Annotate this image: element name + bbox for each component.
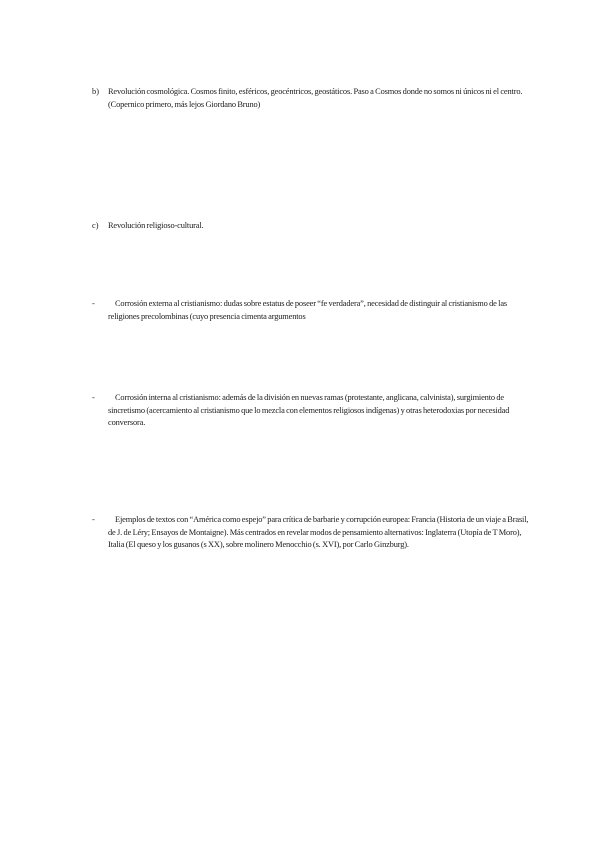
bullet-text: Ejemplos de textos con “América como espejo” para crítica de barbarie y corrupción europea: Francia (Historia de un viaje a Brasil, de J. de Léry; Ensayos de Montaigne). Más centrados en revelar modos de pensamiento alternativos: Inglaterra (Utopía de T Moro), Italia (El queso y los gusanos (s XX), sobre molinero Menocchio (s. XVI), por Carlo Ginzburg). [108,515,529,549]
section-marker: b) [92,87,99,96]
bullet-text: Corrosión interna al cristianismo: además de la división en nuevas ramas (protestante, anglicana, calvinista), surgimiento de sincretismo (acercamiento al cristianismo que lo mezcla con elementos religiosos indígenas) y otras heterodoxias por necesidad conversora. [108,393,510,427]
bullet-america-as-mirror [92,514,532,552]
bullet-internal-corrosion [92,392,532,430]
section-marker: c) [92,221,99,230]
bullet-marker: - [92,393,95,402]
section-text: Revolución cosmológica. Cosmos finito, esféricos, geocéntricos, geostáticos. Paso a Cosmos donde no somos ni únicos ni el centro. (Copernico primero, más lejos Giordano Bruno) [108,87,523,109]
bullet-external-corrosion [92,298,532,323]
section-c-religious-cultural-revolution [92,220,532,233]
bullet-marker: - [92,515,95,524]
bullet-text: Corrosión externa al cristianismo: dudas sobre estatus de poseer “fe verdadera”, necesidad de distinguir al cristianismo de las religiones precolombinas (cuyo presencia cimenta argumentos [108,299,507,321]
bullet-marker: - [92,299,95,308]
section-text: Revolución religioso-cultural. [108,221,204,230]
section-b-cosmological-revolution [92,86,532,111]
